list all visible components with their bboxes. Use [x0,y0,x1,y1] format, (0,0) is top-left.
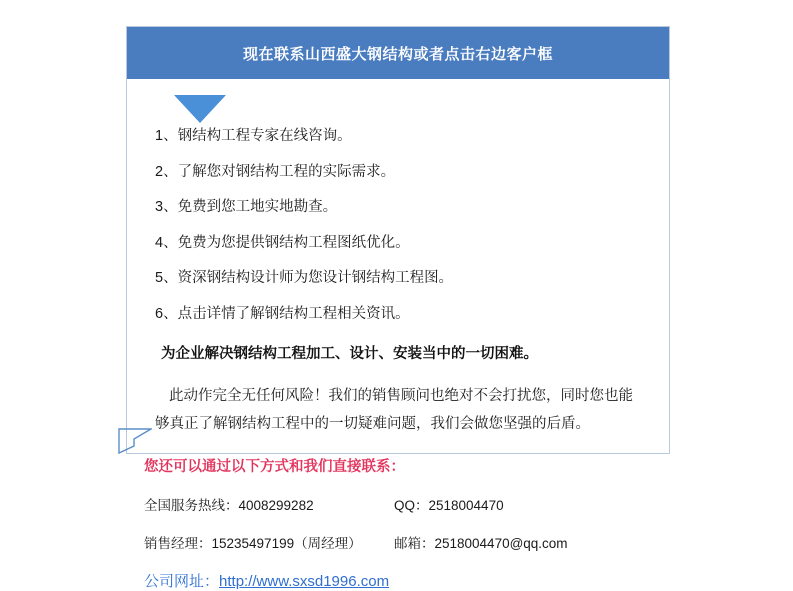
list-item: 6、点击详情了解钢结构工程相关资讯。 [155,305,410,322]
panel-body [127,79,669,453]
corner-bracket-icon [118,428,152,454]
list-item: 1、钢结构工程专家在线咨询。 [155,128,352,144]
disclaimer-paragraph: 此动作完全无任何风险！我们的销售顾问也绝对不会打扰您，同时您也能够真正了解钢结构工程中的一切疑难问题，我们会做您坚强的后盾。 [155,388,633,433]
hotline-text: 全国服务热线：4008299282 [144,498,314,513]
contact-block [126,455,686,591]
contact-title: 您还可以通过以下方式和我们直接联系： [144,459,405,475]
down-triangle-icon [174,95,226,123]
website-link[interactable]: http://www.sxsd1996.com [219,573,390,590]
email-text: 邮箱：2518004470@qq.com [394,536,568,551]
contact-row [144,532,686,552]
page-title: 现在联系山西盛大钢结构或者点击右边客户框 [242,45,553,63]
qq-text: QQ：2518004470 [394,498,504,513]
highlight-text: 为企业解决钢结构工程加工、设计、安装当中的一切困难。 [161,346,538,362]
info-panel [126,26,670,454]
sales-manager-text: 销售经理：15235497199（周经理） [144,536,362,551]
contact-row [144,494,686,514]
list-item: 5、资深钢结构设计师为您设计钢结构工程图。 [155,270,454,286]
list-item: 3、免费到您工地实地勘查。 [155,199,338,215]
website-label: 公司网址： [144,573,220,590]
benefit-list [127,129,669,321]
list-item: 4、免费为您提供钢结构工程图纸优化。 [155,234,410,251]
triangle-wrap [127,89,669,129]
list-item: 2、了解您对钢结构工程的实际需求。 [155,163,396,180]
website-line [144,570,686,591]
panel-header [127,27,669,79]
